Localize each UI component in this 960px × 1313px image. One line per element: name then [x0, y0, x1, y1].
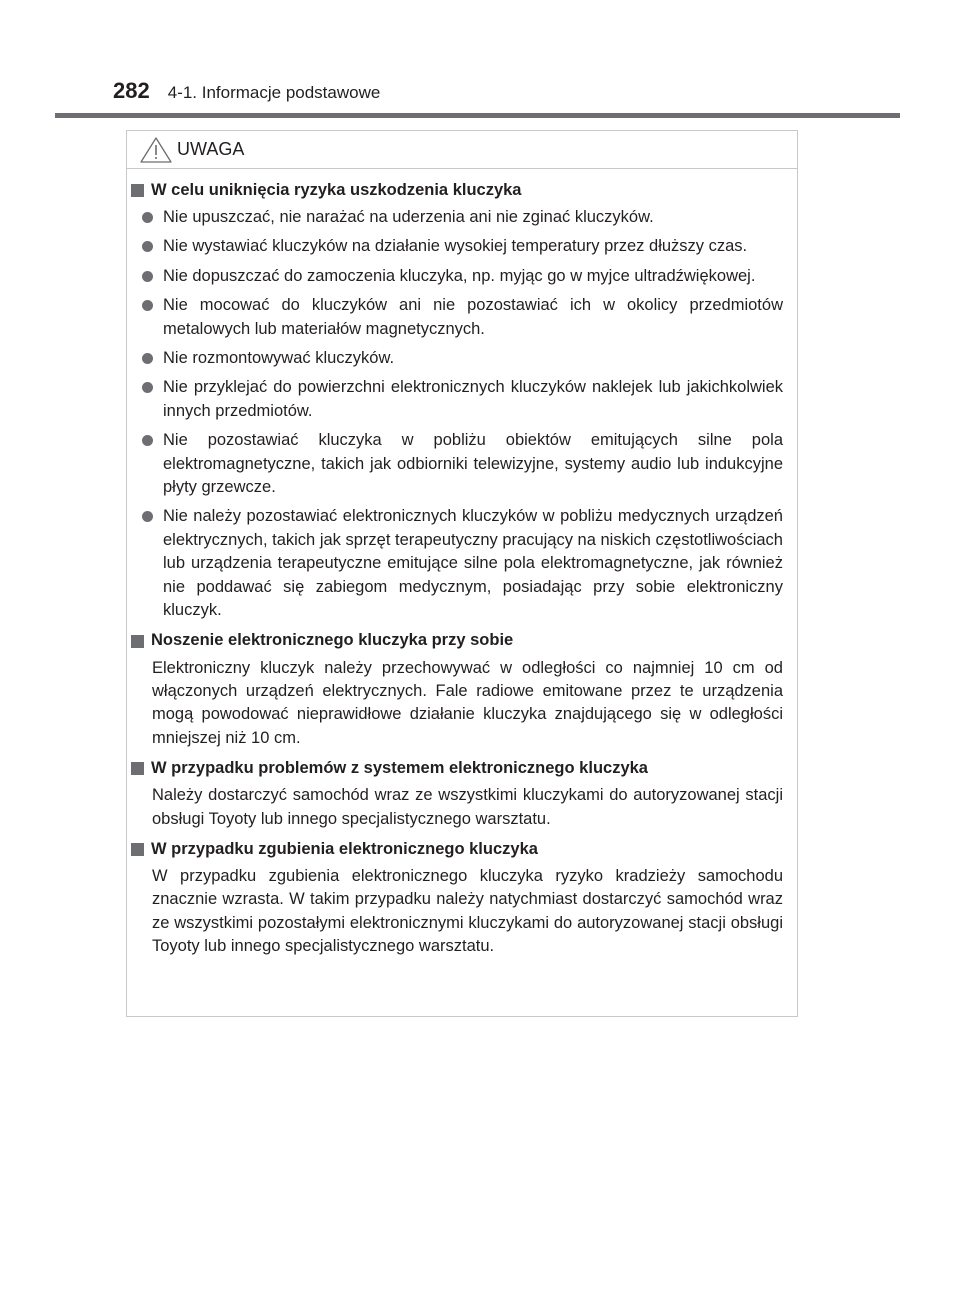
- list-item: [131, 376, 783, 423]
- section-heading: [131, 756, 783, 781]
- section-heading-text: Noszenie elektronicznego kluczyka przy sobie: [151, 631, 514, 650]
- square-bullet-icon: [131, 762, 144, 775]
- square-bullet-icon: [131, 184, 144, 197]
- square-bullet-icon: [131, 843, 144, 856]
- section-heading-text: W przypadku zgubienia elektronicznego kluczyka: [151, 839, 538, 858]
- list-item: [131, 206, 783, 229]
- round-bullet-icon: [142, 382, 153, 393]
- list-item: [131, 265, 783, 288]
- list-item: [131, 347, 783, 370]
- list-item-text: Nie dopuszczać do zamoczenia kluczyka, np. myjąc go w myjce ultradźwiękowej.: [163, 266, 756, 285]
- section-system-problems: [131, 756, 783, 831]
- section-lost-key: [131, 837, 783, 959]
- round-bullet-icon: [142, 300, 153, 311]
- section-heading-text: W celu uniknięcia ryzyka uszkodzenia kluczyka: [151, 180, 522, 199]
- round-bullet-icon: [142, 435, 153, 446]
- page-header: [113, 78, 380, 114]
- round-bullet-icon: [142, 241, 153, 252]
- section-paragraph: Należy dostarczyć samochód wraz ze wszystkimi kluczykami do autoryzowanej stacji obsługi Toyoty lub innego specjalistycznego warsztatu.: [152, 786, 783, 828]
- section-carrying-key: [131, 629, 783, 751]
- list-item-text: Nie przyklejać do powierzchni elektronicznych kluczyków naklejek lub jakichkolwiek innych przedmiotów.: [163, 378, 783, 420]
- section-title: 4-1. Informacje podstawowe: [167, 83, 381, 102]
- round-bullet-icon: [142, 212, 153, 223]
- list-item-text: Nie upuszczać, nie narażać na uderzenia ani nie zginać kluczyków.: [163, 208, 654, 226]
- round-bullet-icon: [142, 511, 153, 522]
- list-item: [131, 235, 783, 258]
- header-rule: [55, 113, 900, 118]
- warning-title: UWAGA: [177, 139, 245, 159]
- section-paragraph: W przypadku zgubienia elektronicznego kluczyka ryzyko kradzieży samochodu znacznie wzrasta. W takim przypadku należy natychmiast dostarczyć samochód wraz ze wszystkimi pozostałymi elektronicznymi kluczykami do autoryzowanej stacji obsługi Toyoty lub innego specjalistycznego warsztatu.: [152, 866, 783, 956]
- warning-triangle-icon: [139, 136, 173, 164]
- warning-body: [127, 169, 797, 959]
- list-item-text: Nie mocować do kluczyków ani nie pozostawiać ich w okolicy przedmiotów metalowych lub materiałów magnetycznych.: [163, 296, 783, 338]
- section-paragraph: Elektroniczny kluczyk należy przechowywać w odległości co najmniej 10 cm od włączonych urządzeń elektrycznych. Fale radiowe emitowane przez te urządzenia mogą powodować nieprawidłowe działanie kluczyka znajdującego się w odległości mniejszej niż 10 cm.: [152, 658, 783, 747]
- list-item: [131, 429, 783, 499]
- section-heading-text: W przypadku problemów z systemem elektronicznego kluczyka: [151, 758, 648, 777]
- page-number: 282: [113, 78, 150, 103]
- section-heading: [131, 629, 783, 654]
- section-avoid-damage: [131, 178, 783, 623]
- list-item-text: Nie wystawiać kluczyków na działanie wysokiej temperatury przez dłuższy czas.: [163, 237, 748, 256]
- warning-header: [127, 131, 797, 169]
- section-heading: [131, 178, 783, 203]
- round-bullet-icon: [142, 353, 153, 364]
- list-item-text: Nie rozmontowywać kluczyków.: [163, 349, 395, 368]
- warning-box: [126, 130, 798, 1017]
- list-item: [131, 505, 783, 622]
- list-item-text: Nie należy pozostawiać elektronicznych kluczyków w pobliżu medycznych urządzeń elektrycznych, takich jak sprzęt terapeutyczny pracujący na niskich częstotliwościach lub urządzenia terapeutyczne emitujące silne pola elektromagnetyczne, jak również nie poddawać się zabiegom medycznym, posiadając przy sobie elektroniczny kluczyk.: [163, 507, 783, 620]
- square-bullet-icon: [131, 635, 144, 648]
- section-heading: [131, 837, 783, 862]
- round-bullet-icon: [142, 271, 153, 282]
- list-item-text: Nie pozostawiać kluczyka w pobliżu obiektów emitujących silne pola elektromagnetyczne, takich jak odbiorniki telewizyjne, systemy audio lub indukcyjne płyty grzewcze.: [163, 431, 783, 497]
- list-item: [131, 294, 783, 341]
